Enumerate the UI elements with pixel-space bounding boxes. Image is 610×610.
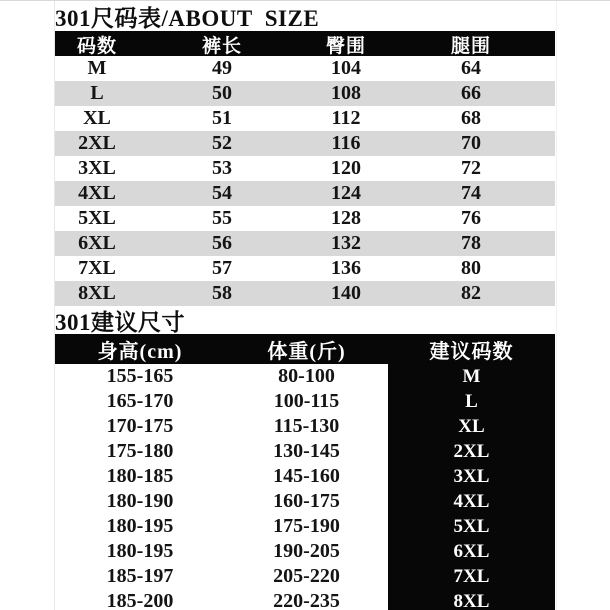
leg-cell: 68 xyxy=(461,107,481,129)
left-edge-line xyxy=(54,1,55,610)
suggested-size-cell: XL xyxy=(388,414,555,439)
height-cell: 185-200 xyxy=(106,590,174,610)
table-row xyxy=(55,564,555,589)
pants-length-cell: 55 xyxy=(212,207,232,229)
table-row xyxy=(55,539,555,564)
leg-cell: 82 xyxy=(461,282,481,304)
height-cell: 165-170 xyxy=(106,390,174,412)
height-cell: 180-195 xyxy=(106,515,174,537)
weight-cell: 175-190 xyxy=(273,515,340,537)
suggested-size-cell: L xyxy=(388,389,555,414)
table-row xyxy=(55,281,555,306)
table-row xyxy=(55,131,555,156)
weight-cell: 160-175 xyxy=(273,490,340,512)
suggested-size-cell: 7XL xyxy=(388,564,555,589)
size-cell: 2XL xyxy=(78,132,116,154)
hip-cell: 108 xyxy=(331,82,361,104)
suggested-size-cell: 3XL xyxy=(388,464,555,489)
col-header-hip: 臀围 xyxy=(325,36,366,57)
table-row xyxy=(55,364,555,389)
size-table xyxy=(55,31,555,306)
leg-cell: 64 xyxy=(461,57,481,79)
weight-cell: 220-235 xyxy=(273,590,340,610)
suggested-size-cell: 6XL xyxy=(388,539,555,564)
height-cell: 155-165 xyxy=(106,365,174,387)
pants-length-cell: 50 xyxy=(212,82,232,104)
height-cell: 170-175 xyxy=(106,415,174,437)
table-row xyxy=(55,439,555,464)
weight-cell: 145-160 xyxy=(273,465,340,487)
pants-length-cell: 51 xyxy=(212,107,232,129)
table-row xyxy=(55,81,555,106)
table-row xyxy=(55,106,555,131)
pants-length-cell: 54 xyxy=(212,182,232,204)
pants-length-cell: 58 xyxy=(212,282,232,304)
col-header-weight: 体重(斤) xyxy=(267,340,346,363)
weight-cell: 115-130 xyxy=(273,415,340,437)
leg-cell: 72 xyxy=(461,157,481,179)
table-row xyxy=(55,514,555,539)
size-cell: M xyxy=(87,57,107,79)
size-cell: 5XL xyxy=(78,207,116,229)
chart-content xyxy=(55,1,555,610)
leg-cell: 66 xyxy=(461,82,481,104)
table-row xyxy=(55,156,555,181)
leg-cell: 78 xyxy=(461,232,481,254)
suggestion-table xyxy=(55,334,555,610)
height-cell: 180-195 xyxy=(106,540,174,562)
hip-cell: 104 xyxy=(331,57,361,79)
table-row xyxy=(55,56,555,81)
height-cell: 180-190 xyxy=(106,490,174,512)
height-cell: 185-197 xyxy=(106,565,174,587)
hip-cell: 120 xyxy=(331,157,361,179)
col-header-size: 码数 xyxy=(76,36,117,57)
pants-length-cell: 53 xyxy=(212,157,232,179)
size-cell: 4XL xyxy=(78,182,116,204)
suggestion-table-title: 301建议尺寸 xyxy=(55,309,185,335)
hip-cell: 116 xyxy=(331,132,361,154)
suggested-size-cell: 8XL xyxy=(388,589,555,610)
weight-cell: 190-205 xyxy=(273,540,340,562)
hip-cell: 124 xyxy=(331,182,361,204)
table-row xyxy=(55,489,555,514)
weight-cell: 130-145 xyxy=(273,440,340,462)
suggested-size-cell: 5XL xyxy=(388,514,555,539)
weight-cell: 80-100 xyxy=(278,365,335,387)
size-cell: L xyxy=(90,82,104,104)
size-cell: 7XL xyxy=(78,257,116,279)
table-row xyxy=(55,464,555,489)
right-edge-line xyxy=(556,1,557,610)
table-row xyxy=(55,256,555,281)
hip-cell: 128 xyxy=(331,207,361,229)
col-header-suggested-size: 建议码数 xyxy=(429,340,514,363)
table-row xyxy=(55,181,555,206)
hip-cell: 112 xyxy=(331,107,361,129)
leg-cell: 70 xyxy=(461,132,481,154)
leg-cell: 76 xyxy=(461,207,481,229)
size-cell: 8XL xyxy=(78,282,116,304)
table-row xyxy=(55,206,555,231)
weight-cell: 100-115 xyxy=(273,390,340,412)
weight-cell: 205-220 xyxy=(273,565,340,587)
table-row xyxy=(55,589,555,610)
col-header-height: 身高(cm) xyxy=(97,340,183,363)
pants-length-cell: 52 xyxy=(212,132,232,154)
height-cell: 180-185 xyxy=(106,465,174,487)
col-header-pants-length: 裤长 xyxy=(201,36,242,57)
hip-cell: 136 xyxy=(331,257,361,279)
table-row xyxy=(55,231,555,256)
hip-cell: 132 xyxy=(331,232,361,254)
suggestion-table-header-row xyxy=(55,334,555,364)
height-cell: 175-180 xyxy=(106,440,174,462)
leg-cell: 80 xyxy=(461,257,481,279)
pants-length-cell: 56 xyxy=(212,232,232,254)
table-row xyxy=(55,414,555,439)
table-row xyxy=(55,389,555,414)
hip-cell: 140 xyxy=(331,282,361,304)
leg-cell: 74 xyxy=(461,182,481,204)
pants-length-cell: 57 xyxy=(212,257,232,279)
pants-length-cell: 49 xyxy=(212,57,232,79)
size-cell: 6XL xyxy=(78,232,116,254)
size-table-header-row xyxy=(55,31,555,56)
size-cell: XL xyxy=(83,107,111,129)
size-table-title: 301尺码表/ABOUT SIZE xyxy=(55,5,320,31)
col-header-leg: 腿围 xyxy=(450,36,491,57)
suggested-size-cell: M xyxy=(388,364,555,389)
suggested-size-cell: 2XL xyxy=(388,439,555,464)
size-cell: 3XL xyxy=(78,157,116,179)
suggested-size-cell: 4XL xyxy=(388,489,555,514)
